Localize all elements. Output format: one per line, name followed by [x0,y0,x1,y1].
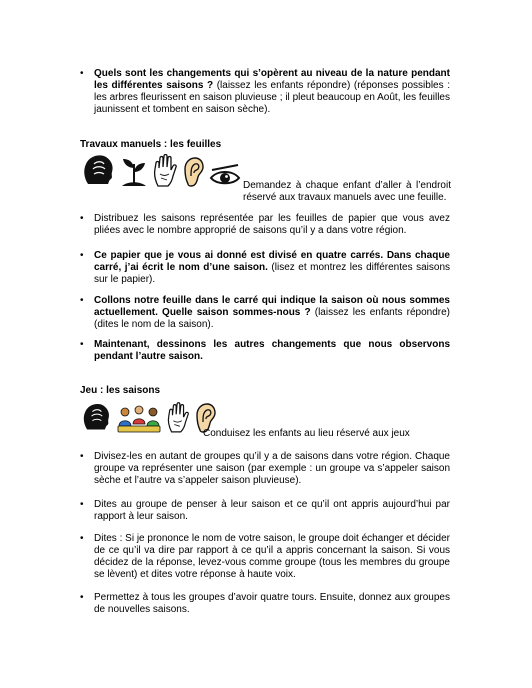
bullet-text [94,295,450,331]
bullet-text [94,213,450,237]
bullet-plain-text: (laissez les enfants répondre) (réponses possibles : les arbres fleurissent en saison pluvieuse ; il pleut beaucoup en Août, les feuilles jaunissent et tombent en saison sèche). [94,80,450,115]
activity-icons [80,400,216,434]
bullet-bold-text: Quels sont les changements qui s’opèrent au niveau de la nature pendant les différentes saisons ? [94,68,450,91]
bullet-plain-text: Distribuez les saisons représentée par les feuilles de papier que vous avez pliées avec le nombre approprié de saisons qu’il y a dans votre région. [94,213,450,236]
bullet-plain-text: Divisez-les en autant de groupes qu’il y a de saisons dans votre région. Chaque groupe va représenter une saison (par exemple : un groupe va s’appeler saison sèche et l’autre va s’appeler saison pluvieuse). [94,451,450,486]
bullet-glyph: • [80,592,84,603]
bullet-glyph: • [80,295,84,306]
bullet-text [94,533,450,581]
bullet-plain-text: Dites au groupe de penser à leur saison et ce qu’il ont appris aujourd’hui par rapport à leur saison. [94,499,450,522]
bullet-glyph: • [80,250,84,261]
bullet-text [94,339,450,363]
bullet-plain-text: Dites : Si je prononce le nom de votre saison, le groupe doit échanger et décider de ce qu’il va dire par rapport à ce qu’il a appris concernant la saison. Si vous décidez de la réponse, levez-vous comme groupe (tous les membres du groupe se lèvent) et dites votre réponse à haute voix. [94,533,450,580]
bullet-plain-text: (lisez et montrez les différentes saisons sur le papier). [94,262,450,285]
hand-icon [166,402,190,434]
caption-line-first [243,180,451,204]
bullet-glyph: • [80,451,84,462]
bullet-text [94,68,450,116]
bullet-glyph: • [80,68,84,79]
bullet-text [94,250,450,286]
group-people-icon [116,404,162,434]
bullet-glyph: • [80,499,84,510]
bullet-plain-text: Permettez à tous les groupes d’avoir quatre tours. Ensuite, donnez aux groupes de nouvelles saisons. [94,592,450,615]
bullet-glyph: • [80,339,84,350]
bullet-bold-text: Ce papier que je vous ai donné est divisé en quatre carrés. Dans chaque carré, j’ai écrit le nom d’une saison. [94,250,450,273]
bullet-text [94,451,450,487]
head-silhouette-icon [80,400,112,434]
bullet-text [94,592,450,616]
bullet-plain-text: (laissez les enfants répondre) (dites le nom de la saison). [94,307,450,330]
activity-caption-travaux: Demandez à chaque enfant d’aller à l’endroit réservé aux travaux manuels avec une feuille. [243,180,451,203]
section-heading-travaux: Travaux manuels : les feuilles [80,139,222,150]
bullet-text [94,499,450,523]
bullet-glyph: • [80,533,84,544]
bullet-bold-text: Maintenant, dessinons les autres changements que nous observons pendant l’autre saison. [94,339,450,362]
bullet-bold-text: Collons notre feuille dans le carré qui indique la saison où nous sommes actuellement. Quelle saison sommes-nous ? [94,295,450,318]
activity-caption-jeu: Conduisez les enfants au lieu réservé aux jeux [203,428,410,439]
section-heading-jeu: Jeu : les saisons [80,385,161,396]
bullet-glyph: • [80,213,84,224]
